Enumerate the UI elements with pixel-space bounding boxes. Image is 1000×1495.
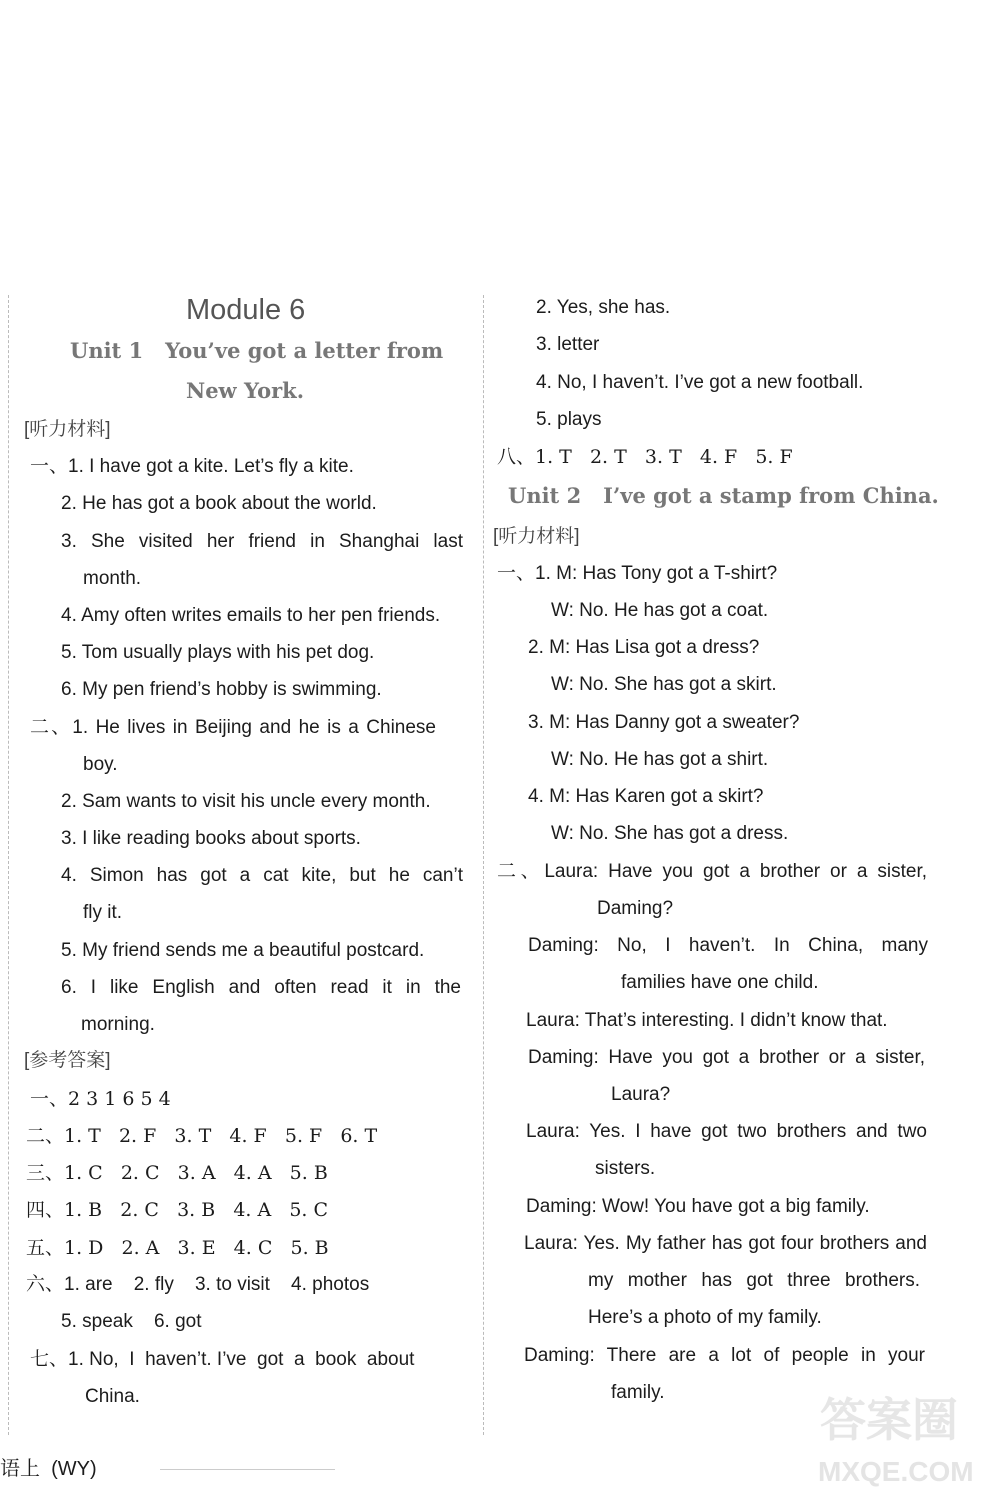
s2-line4-cont: fly it. — [83, 902, 123, 923]
conv-line5-cont: sisters. — [595, 1158, 656, 1179]
conv-line1-cont: Daming? — [597, 898, 674, 919]
answer-5: 五、1. D 2. A 3. E 4. C 5. B — [26, 1237, 329, 1259]
s1-line2: 2. He has got a book about the world. — [61, 493, 377, 514]
dialog-w2: W: No. She has got a skirt. — [551, 674, 777, 695]
answer-6: 六、1. are 2. fly 3. to visit 4. photos — [26, 1274, 370, 1295]
dialog-q4: 4. M: Has Karen got a skirt? — [528, 786, 764, 807]
unit1-title-line2: New York. — [186, 378, 305, 403]
watermark-logo: 答案圈 — [820, 1394, 958, 1446]
conv-line6: Daming: Wow! You have got a big family. — [526, 1196, 870, 1217]
answer-3: 三、1. C 2. C 3. A 4. A 5. B — [26, 1162, 328, 1184]
conv-line2-cont: families have one child. — [621, 972, 819, 993]
r-line1: 2. Yes, she has. — [536, 297, 671, 318]
answer-7-cont: China. — [85, 1386, 140, 1407]
dialog-q1: 一、1. M: Has Tony got a T-shirt? — [497, 563, 778, 584]
left-margin-rule — [8, 295, 9, 1435]
dialog-w1: W: No. He has got a coat. — [551, 600, 769, 621]
module-title: Module 6 — [186, 294, 306, 326]
footer-rule — [160, 1469, 335, 1470]
column-divider — [483, 295, 484, 1435]
conv-line8-cont: family. — [611, 1382, 665, 1403]
s2-line5: 5. My friend sends me a beautiful postcard. — [61, 940, 425, 961]
conv-line1: 二、Laura: Have you got a brother or a sister, — [497, 861, 927, 882]
answer-2: 二、1. T 2. F 3. T 4. F 5. F 6. T — [26, 1125, 378, 1147]
s1-line3: 3. She visited her friend in Shanghai last — [61, 531, 463, 552]
conv-line4-cont: Laura? — [611, 1084, 671, 1105]
watermark-site: MXQE.COM — [818, 1456, 974, 1487]
dialog-q2: 2. M: Has Lisa got a dress? — [528, 637, 760, 658]
dialog-w3: W: No. He has got a shirt. — [551, 749, 769, 770]
answer-4: 四、1. B 2. C 3. B 4. A 5. C — [26, 1199, 329, 1221]
s2-line1-cont: boy. — [83, 754, 118, 775]
unit1-title-line1: Unit 1 You’ve got a letter from — [70, 338, 444, 363]
dialog-q3: 3. M: Has Danny got a sweater? — [528, 712, 800, 733]
s1-line3-cont: month. — [83, 568, 142, 589]
conv-line3: Laura: That’s interesting. I didn’t know that. — [526, 1010, 888, 1031]
s2-line6: 6. I like English and often read it in the — [61, 977, 461, 998]
dialog-w4: W: No. She has got a dress. — [551, 823, 789, 844]
footer-label: 语上 (WY) — [0, 1458, 97, 1480]
answer-7: 七、1. No, I haven’t. I’ve got a book about — [30, 1349, 415, 1370]
s2-line1: 二、1. He lives in Beijing and he is a Chinese — [30, 717, 436, 738]
s1-line4: 4. Amy often writes emails to her pen friends. — [61, 605, 441, 626]
conv-line5: Laura: Yes. I have got two brothers and two — [526, 1121, 927, 1142]
answer-1: 一、2 3 1 6 5 4 — [30, 1088, 171, 1110]
conv-line8: Daming: There are a lot of people in your — [524, 1345, 925, 1366]
conv-line4: Daming: Have you got a brother or a sister, — [528, 1047, 925, 1068]
conv-line7: Laura: Yes. My father has got four brothers and — [524, 1233, 927, 1254]
s2-line6-cont: morning. — [81, 1014, 155, 1035]
unit2-title: Unit 2 I’ve got a stamp from China. — [508, 483, 939, 508]
r-line2: 3. letter — [536, 334, 600, 355]
r-line3: 4. No, I haven’t. I’ve got a new football. — [536, 372, 864, 393]
answer-label: [参考答案] — [24, 1050, 111, 1071]
s2-line2: 2. Sam wants to visit his uncle every month. — [61, 791, 431, 812]
conv-line7-cont: my mother has got three brothers. — [588, 1270, 920, 1291]
answer-6-cont: 5. speak 6. got — [61, 1311, 202, 1332]
listening-label: [听力材料] — [24, 419, 111, 440]
s2-line4: 4. Simon has got a cat kite, but he can’t — [61, 865, 463, 886]
conv-line2: Daming: No, I haven’t. In China, many — [528, 935, 928, 956]
s2-line3: 3. I like reading books about sports. — [61, 828, 361, 849]
r-line4: 5. plays — [536, 409, 602, 430]
s1-line1: 一、1. I have got a kite. Let’s fly a kite. — [30, 456, 354, 477]
s1-line6: 6. My pen friend’s hobby is swimming. — [61, 679, 382, 700]
answer-8: 八、1. T 2. T 3. T 4. F 5. F — [497, 446, 793, 468]
s1-line5: 5. Tom usually plays with his pet dog. — [61, 642, 375, 663]
conv-line7-cont2: Here’s a photo of my family. — [588, 1307, 822, 1328]
listening-label-2: [听力材料] — [493, 526, 580, 547]
